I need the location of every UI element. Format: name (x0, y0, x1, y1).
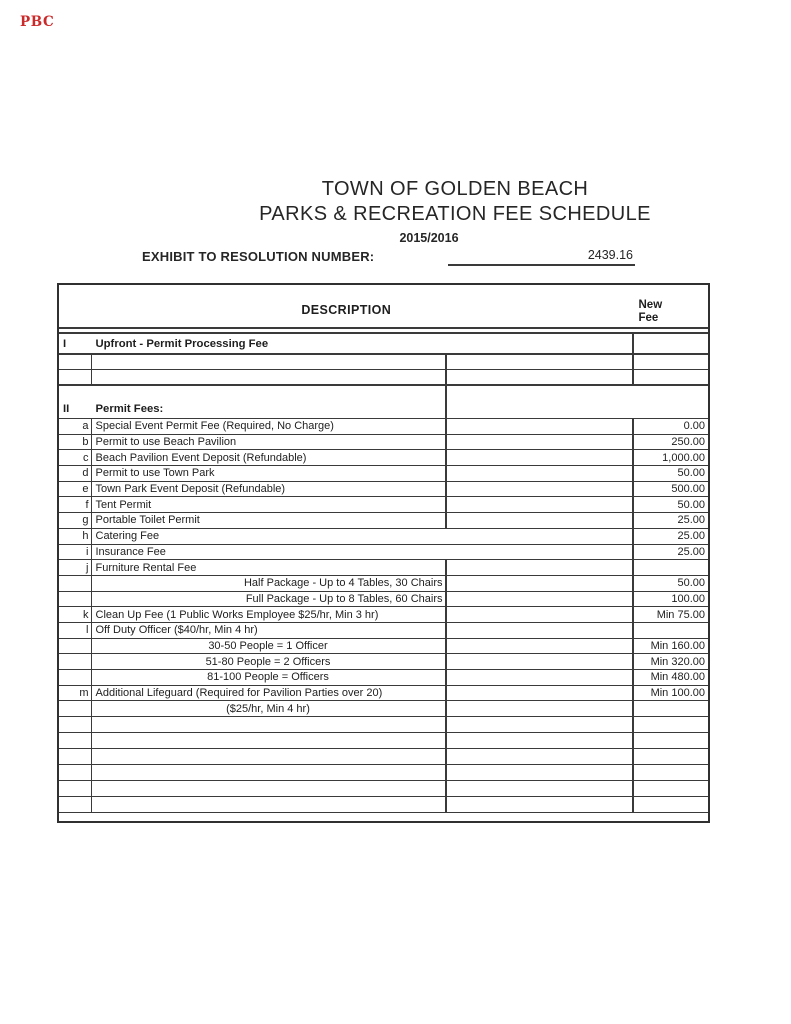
row-middle-cell (447, 560, 634, 575)
row-fee-cell: 25.00 (677, 530, 705, 543)
pbc-stamp: PBC (20, 14, 55, 30)
row-item-label (59, 797, 92, 812)
row-description-cell: Insurance Fee (95, 545, 166, 558)
row-description-cell: 81-100 People = Officers (92, 670, 447, 685)
row-description-cell (92, 749, 447, 764)
row-description-cell: ($25/hr, Min 4 hr) (92, 701, 447, 716)
row-middle-cell (447, 355, 634, 369)
row-description-cell (92, 370, 447, 384)
row-description-cell: Upfront - Permit Processing Fee (95, 337, 269, 350)
table-row (59, 670, 708, 686)
row-description-cell: Town Park Event Deposit (Refundable) (92, 482, 447, 497)
row-fee-cell (634, 355, 709, 369)
row-middle-cell (447, 513, 634, 528)
row-middle-cell (447, 386, 634, 418)
row-description-cell: Permit to use Beach Pavilion (92, 435, 447, 450)
table-row (59, 576, 708, 592)
row-item-label (59, 813, 92, 821)
row-middle-cell (447, 765, 634, 780)
row-fee-cell: Min 100.00 (650, 687, 705, 700)
row-middle-cell (447, 813, 634, 821)
row-item-label (59, 733, 92, 748)
row-item-label (59, 749, 92, 764)
row-fee-cell: 25.00 (677, 514, 705, 527)
row-fee-cell: Min 320.00 (650, 655, 705, 668)
row-description-cell (92, 717, 447, 732)
row-middle-cell (447, 623, 634, 638)
row-item-label: II (63, 403, 70, 415)
row-fee-cell: 50.00 (677, 577, 705, 590)
table-row (59, 733, 708, 749)
row-fee-cell: 500.00 (671, 483, 705, 496)
row-item-label (59, 670, 92, 685)
row-description-cell: Permit to use Town Park (92, 466, 447, 481)
row-item-label (59, 781, 92, 796)
row-middle-cell (447, 701, 634, 716)
row-fee-cell: Min 160.00 (650, 639, 705, 652)
row-item-label (59, 355, 92, 369)
row-middle-cell (447, 717, 634, 732)
row-description-cell: Special Event Permit Fee (Required, No Charge) (92, 419, 447, 434)
row-description-cell: 51-80 People = 2 Officers (92, 654, 447, 669)
row-item-label: a (59, 419, 92, 434)
fee-schedule-table (57, 283, 710, 823)
row-middle-cell (447, 435, 634, 450)
table-row (59, 513, 708, 529)
row-middle-cell (447, 419, 634, 434)
row-description-cell (92, 797, 447, 812)
row-middle-cell (447, 686, 634, 701)
row-fee-cell (634, 717, 709, 732)
table-row (59, 466, 708, 482)
row-description-cell: Furniture Rental Fee (92, 560, 447, 575)
row-fee-cell: Min 75.00 (656, 608, 705, 621)
table-header-row (59, 285, 708, 334)
row-item-label: f (59, 497, 92, 512)
row-fee-cell (634, 623, 709, 638)
row-item-label (59, 701, 92, 716)
new-fee-header-line1: New (638, 299, 663, 311)
table-row (59, 529, 708, 545)
table-row (59, 686, 708, 702)
table-row (59, 797, 708, 813)
row-middle-cell (447, 654, 634, 669)
row-fee-cell (634, 386, 709, 418)
fiscal-year: 2015/2016 (399, 231, 459, 245)
table-row (59, 607, 708, 623)
row-fee-cell: 0.00 (683, 420, 705, 433)
row-fee-cell (634, 701, 709, 716)
row-item-label (59, 639, 92, 654)
table-row (59, 749, 708, 765)
row-fee-cell: 25.00 (677, 545, 705, 558)
table-row (59, 482, 708, 498)
row-description-cell: Tent Permit (92, 497, 447, 512)
row-fee-cell (634, 733, 709, 748)
table-rows (59, 334, 708, 821)
row-middle-cell (447, 497, 634, 512)
row-middle-cell (447, 482, 634, 497)
row-middle-cell (447, 607, 634, 622)
row-item-label: c (59, 450, 92, 465)
exhibit-label: EXHIBIT TO RESOLUTION NUMBER: (142, 249, 375, 264)
row-item-label (59, 576, 92, 591)
row-description-cell: Half Package - Up to 4 Tables, 30 Chairs (92, 576, 447, 591)
description-column-header: DESCRIPTION (301, 303, 392, 317)
table-row (59, 765, 708, 781)
table-row (59, 497, 708, 513)
row-item-label: k (59, 607, 92, 622)
row-item-label: j (59, 560, 92, 575)
table-row (59, 386, 708, 419)
row-item-label (59, 592, 92, 607)
row-item-label: b (59, 435, 92, 450)
row-item-label: m (59, 686, 92, 701)
row-description-cell: Catering Fee (95, 530, 160, 543)
row-description-cell (92, 781, 447, 796)
row-item-label: I (63, 337, 67, 350)
row-middle-cell (447, 370, 634, 384)
row-description-cell: Off Duty Officer ($40/hr, Min 4 hr) (92, 623, 447, 638)
row-middle-cell (447, 334, 634, 353)
row-description-cell: Permit Fees: (92, 386, 447, 418)
new-fee-column-header (634, 285, 709, 327)
row-item-label: i (59, 545, 92, 560)
table-row (59, 592, 708, 608)
row-item-label: h (59, 529, 92, 544)
row-fee-cell (634, 765, 709, 780)
row-description-cell: Full Package - Up to 8 Tables, 60 Chairs (92, 592, 447, 607)
row-item-label: e (59, 482, 92, 497)
row-fee-cell (634, 749, 709, 764)
table-row (59, 717, 708, 733)
row-middle-cell (447, 576, 634, 591)
row-middle-cell (447, 529, 634, 544)
table-row (59, 654, 708, 670)
document-title: TOWN OF GOLDEN BEACH (321, 178, 589, 200)
new-fee-header-line2: Fee (638, 312, 659, 324)
row-fee-cell: 250.00 (671, 436, 705, 449)
row-fee-cell (634, 781, 709, 796)
row-middle-cell (447, 733, 634, 748)
row-middle-cell (447, 592, 634, 607)
row-middle-cell (447, 466, 634, 481)
row-description-cell: 30-50 People = 1 Officer (92, 639, 447, 654)
row-fee-cell: Min 480.00 (650, 671, 705, 684)
table-row (59, 370, 708, 386)
table-row (59, 334, 708, 355)
row-item-label: g (59, 513, 92, 528)
row-item-label: d (59, 466, 92, 481)
row-fee-cell: 50.00 (677, 498, 705, 511)
row-fee-cell (634, 560, 709, 575)
row-item-label: l (59, 623, 92, 638)
row-fee-cell (634, 370, 709, 384)
table-row (59, 781, 708, 797)
row-description-cell: Beach Pavilion Event Deposit (Refundable) (92, 450, 447, 465)
document-subtitle: PARKS & RECREATION FEE SCHEDULE (259, 203, 651, 225)
row-fee-cell: 1,000.00 (662, 451, 705, 464)
row-description-cell: Additional Lifeguard (Required for Pavilion Parties over 20) (92, 686, 447, 701)
table-row (59, 701, 708, 717)
row-fee-cell: 50.00 (677, 467, 705, 480)
row-fee-cell (634, 334, 709, 353)
row-description-cell: Clean Up Fee (1 Public Works Employee $25/hr, Min 3 hr) (92, 607, 447, 622)
row-description-cell (92, 765, 447, 780)
row-middle-cell (447, 749, 634, 764)
row-middle-cell (447, 450, 634, 465)
resolution-number: 2439.16 (448, 247, 635, 266)
table-row (59, 355, 708, 370)
table-row (59, 623, 708, 639)
row-fee-cell (634, 813, 709, 821)
table-row (59, 435, 708, 451)
table-row (59, 813, 708, 821)
row-item-label (59, 654, 92, 669)
row-item-label (59, 717, 92, 732)
row-item-label (59, 370, 92, 384)
row-description-cell (92, 355, 447, 369)
row-description-cell: Portable Toilet Permit (92, 513, 447, 528)
table-row (59, 419, 708, 435)
table-row (59, 639, 708, 655)
row-fee-cell (634, 797, 709, 812)
table-row (59, 560, 708, 576)
row-middle-cell (447, 670, 634, 685)
row-middle-cell (447, 797, 634, 812)
row-fee-cell: 100.00 (671, 592, 705, 605)
row-description-cell (92, 813, 447, 821)
row-middle-cell (447, 639, 634, 654)
row-middle-cell (447, 781, 634, 796)
row-item-label (59, 765, 92, 780)
table-row (59, 545, 708, 561)
row-middle-cell (447, 545, 634, 560)
table-row (59, 450, 708, 466)
row-description-cell (92, 733, 447, 748)
